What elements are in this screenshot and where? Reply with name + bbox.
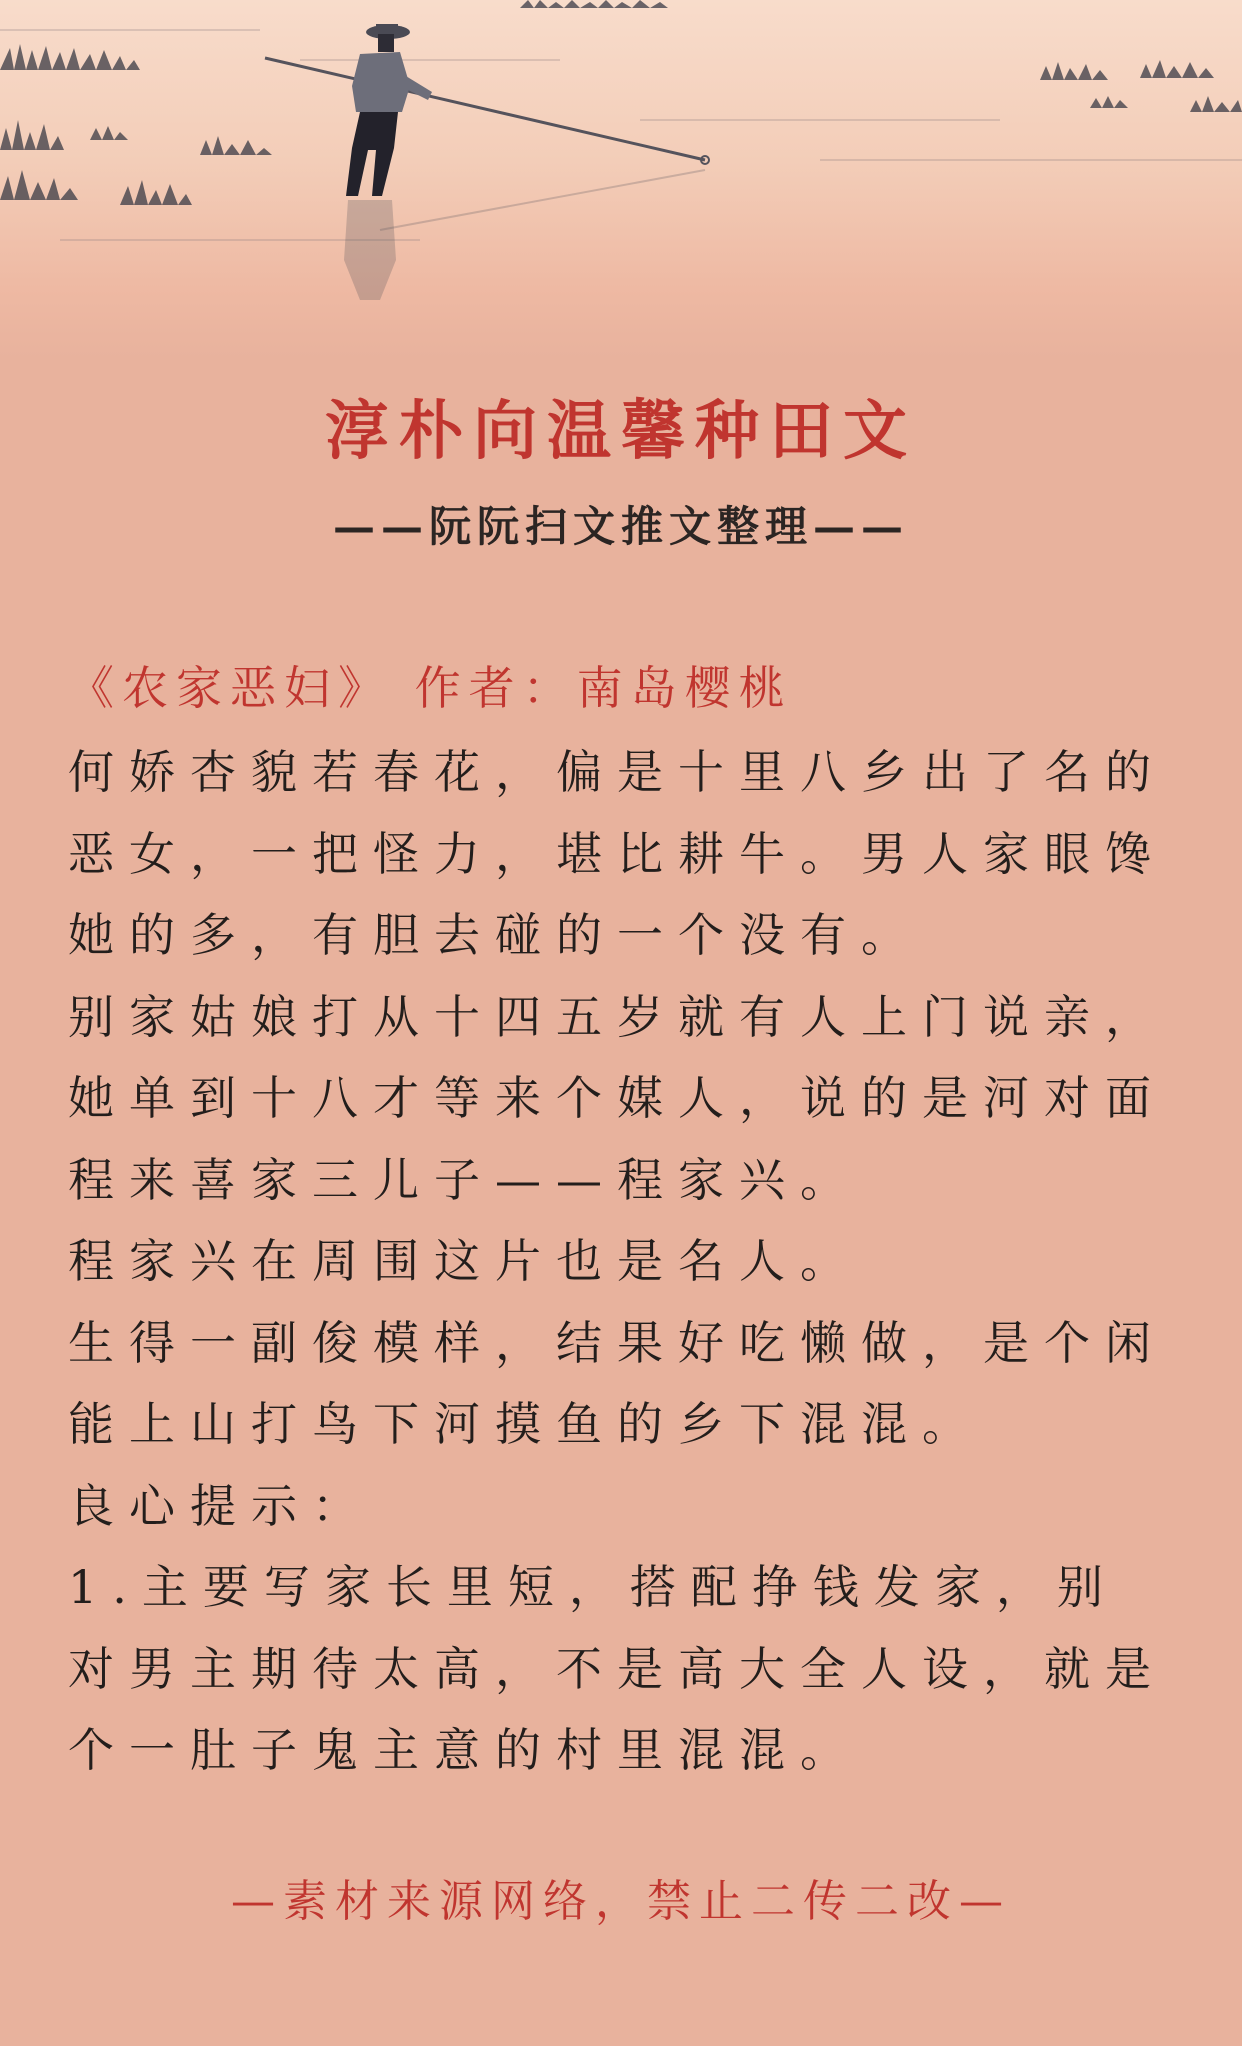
- book-heading: 《农家恶妇》 作者：南岛樱桃: [68, 661, 793, 715]
- paragraph-intro: 何娇杏貌若春花，偏是十里八乡出了名的恶女，一把怪力，堪比耕牛。男人家眼馋她的多，有胆去碰的一个没有。: [68, 745, 1166, 962]
- page-subtitle: ——阮阮扫文推文整理——: [332, 502, 909, 551]
- paragraph-tip-1: 1.主要写家长里短，搭配挣钱发家，别对男主期待太高，不是高大全人设，就是个一肚子鬼主意的村里混混。: [68, 1560, 1166, 1777]
- paragraph-famous: 程家兴在周围这片也是名人。: [68, 1234, 861, 1288]
- paragraph-matchmaking: 别家姑娘打从十四五岁就有人上门说亲，她单到十八才等来个媒人，说的是河对面程来喜家三儿子——程家兴。: [68, 989, 1166, 1207]
- book-description: [68, 732, 1174, 1792]
- paragraph-appearance: 生得一副俊模样，结果好吃懒做，是个闲能上山打鸟下河摸鱼的乡下混混。: [68, 1315, 1166, 1451]
- fisherman-illustration: [0, 0, 1242, 360]
- header-illustration: [0, 0, 1242, 360]
- page-title: 淳朴向温馨种田文: [325, 394, 917, 469]
- source-note: —素材来源网络，禁止二传二改—: [231, 1876, 1011, 1927]
- fisherman-figure: [346, 24, 432, 196]
- paragraph-tip-label: 良心提示：: [68, 1478, 373, 1533]
